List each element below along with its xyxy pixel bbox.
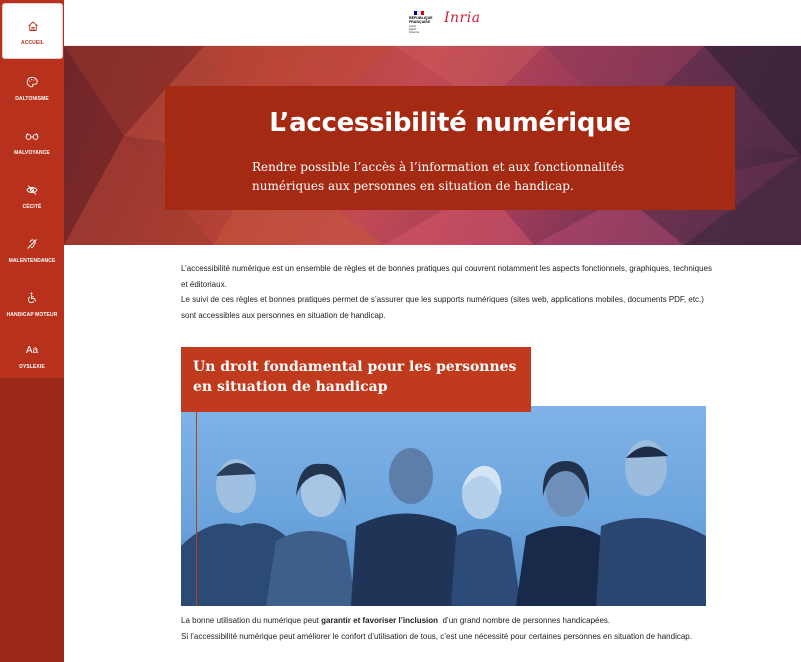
rf-motto: Liberté Égalité Fraternité <box>409 25 420 34</box>
eye-off-icon <box>26 182 38 198</box>
palette-icon <box>26 74 38 90</box>
sidebar-item-label: ACCUEIL <box>21 40 44 46</box>
people-illustration <box>181 406 706 606</box>
sidebar-item-malentendance[interactable] <box>0 222 64 276</box>
outro-emphasis: garantir et favoriser l’inclusion <box>321 616 439 625</box>
page-title: L’accessibilité numérique <box>269 108 631 138</box>
sidebar-nav <box>0 0 64 662</box>
sidebar-item-daltonisme[interactable] <box>0 60 64 114</box>
wheelchair-icon <box>26 290 38 306</box>
photo-accent-line <box>196 406 197 606</box>
hero-text-panel <box>165 86 735 210</box>
outro-text-part: La bonne utilisation du numérique peut <box>181 616 322 625</box>
sidebar-item-label: DALTONISME <box>15 96 49 102</box>
intro-paragraph: Le suivi de ces règles et bonnes pratiques permet de s’assurer que les supports numériques (sites web, applications mobiles, documents PDF, etc.) sont accessibles aux personnes en situation de handicap. <box>181 295 704 320</box>
section-heading: Un droit fondamental pour les personnes en situation de handicap <box>193 359 517 395</box>
sidebar-lower-panel <box>0 378 64 662</box>
home-icon <box>27 18 39 34</box>
glasses-icon <box>25 128 39 144</box>
flag-icon <box>414 11 424 15</box>
sidebar-item-accueil[interactable] <box>3 4 62 58</box>
intro-paragraph: L’accessibilité numérique est un ensemble de règles et de bonnes pratiques qui couvrent notamment les aspects fonctionnels, graphiques, techniques et éditoriaux. <box>181 264 712 289</box>
top-header <box>64 0 801 46</box>
ear-off-icon <box>26 236 38 252</box>
inria-logo[interactable]: Inria <box>444 10 481 26</box>
republique-francaise-logo[interactable] <box>409 11 447 37</box>
sidebar-item-dyslexie[interactable] <box>0 328 64 382</box>
sidebar-item-label: MALVOYANCE <box>14 150 50 156</box>
intro-text <box>181 261 716 323</box>
sidebar-item-cecite[interactable] <box>0 168 64 222</box>
sidebar-item-label: MALENTENDANCE <box>8 258 56 264</box>
sidebar-item-malvoyance[interactable] <box>0 114 64 168</box>
hero-banner <box>64 46 801 245</box>
rf-logo-text: RÉPUBLIQUE FRANÇAISE <box>409 16 433 24</box>
sidebar-item-handicap-moteur[interactable] <box>0 276 64 330</box>
sidebar-item-label: CÉCITÉ <box>22 204 42 210</box>
sidebar-item-label: HANDICAP MOTEUR <box>6 312 58 318</box>
section-heading-box <box>181 347 531 412</box>
sidebar-item-label: DYSLEXIE <box>19 364 45 370</box>
hero-subtitle: Rendre possible l’accès à l’information et aux fonctionnalités numériques aux personnes en situation de handicap. <box>252 160 625 193</box>
people-photo <box>181 406 706 606</box>
text-icon: Aa <box>25 344 39 356</box>
outro-text <box>181 613 716 644</box>
outro-text-part: d’un grand nombre de personnes handicapées. <box>438 616 611 625</box>
outro-paragraph <box>181 613 716 629</box>
outro-paragraph: Si l’accessibilité numérique peut améliorer le confort d’utilisation de tous, c’est une nécessité pour certaines personnes en situation de handicap. <box>181 631 692 641</box>
